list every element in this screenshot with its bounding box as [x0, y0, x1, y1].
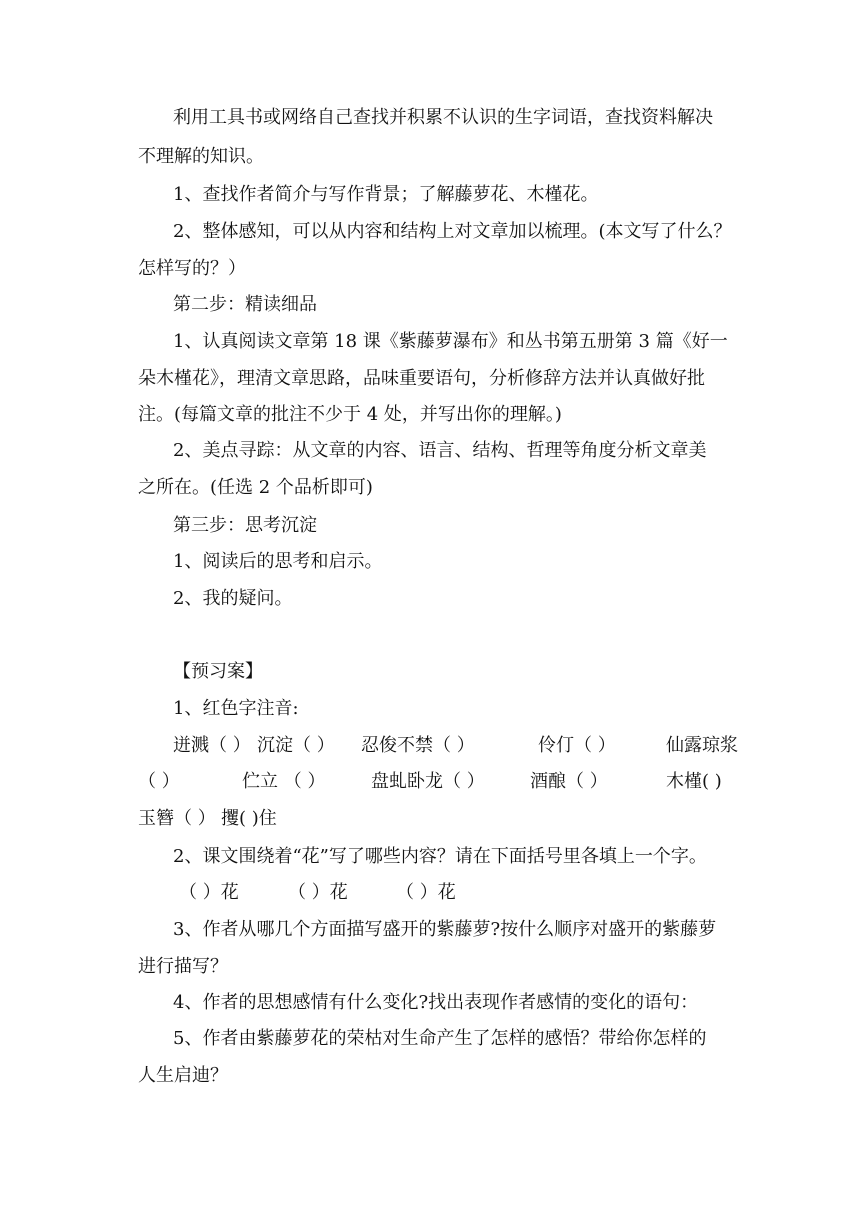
flower-blank: （ ）花: [179, 882, 239, 903]
step2-item2-line2: 之所在。(任选 2 个品析即可): [138, 477, 373, 498]
step3-item1: 1、阅读后的思考和启示。: [173, 551, 383, 572]
q2-line1: 2、课文围绕着“花”写了哪些内容？请在下面括号里各填上一个字。: [173, 846, 707, 867]
q3-line1: 3、作者从哪几个方面描写盛开的紫藤萝?按什么顺序对盛开的紫藤萝: [173, 919, 717, 940]
step3-item2: 2、我的疑问。: [173, 588, 293, 609]
step1-item2-line1: 2、整体感知，可以从内容和结构上对文章加以梳理。(本文写了什么？: [173, 221, 732, 242]
pinyin-blank-item: 攫( )住: [221, 808, 277, 829]
pinyin-blank-item: 酒酿（ ）: [530, 771, 608, 792]
step1-item1: 1、查找作者简介与写作背景；了解藤萝花、木槿花。: [173, 184, 599, 205]
q4-line1: 4、作者的思想感情有什么变化?找出表现作者感情的变化的语句：: [173, 992, 699, 1013]
step3-title: 第三步：思考沉淀: [173, 515, 317, 536]
step2-title: 第二步：精读细品: [173, 294, 317, 315]
step2-item1-line1: 1、认真阅读文章第 18 课《紫藤萝瀑布》和丛书第五册第 3 篇《好一: [173, 331, 728, 352]
pinyin-blank-item: 沉淀（ ）: [257, 735, 335, 756]
step1-item2-line2: 怎样写的？）: [138, 258, 246, 279]
flower-blank: （ ）花: [396, 882, 456, 903]
step2-item2-line1: 2、美点寻踪：从文章的内容、语言、结构、哲理等角度分析文章美: [173, 440, 707, 461]
pinyin-blank-item: 迸溅（ ）: [173, 735, 251, 756]
pinyin-blank-item: 木槿( ): [666, 771, 722, 792]
q5-line2: 人生启迪？: [138, 1065, 228, 1086]
pinyin-blank-item: 玉簪（ ）: [138, 808, 216, 829]
pinyin-blank-item: 伶仃（ ）: [538, 735, 616, 756]
q3-line2: 进行描写？: [138, 956, 228, 977]
pinyin-blank-item: 盘虬卧龙（ ）: [371, 771, 485, 792]
step2-item1-line3: 注。(每篇文章的批注不少于 4 处，并写出你的理解。): [138, 404, 562, 425]
q1-title: 1、红色字注音:: [173, 698, 299, 719]
step2-item1-line2: 朵木槿花》，理清文章思路，品味重要语句，分析修辞方法并认真做好批: [138, 368, 705, 389]
pinyin-blank-item: 忍俊不禁（ ）: [361, 735, 475, 756]
flower-blank: （ ）花: [288, 882, 348, 903]
intro-paragraph-line1: 利用工具书或网络自己查找并积累不认识的生字词语，查找资料解决: [173, 107, 713, 128]
intro-paragraph-line2: 不理解的知识。: [138, 146, 264, 167]
preview-section-title: 【预习案】: [173, 661, 263, 682]
pinyin-blank-item: （ ）: [138, 771, 180, 792]
q5-line1: 5、作者由紫藤萝花的荣枯对生命产生了怎样的感悟？带给你怎样的: [173, 1028, 707, 1049]
pinyin-blank-item: 仙露琼浆: [666, 735, 738, 756]
pinyin-blank-item: 伫立 （ ）: [242, 771, 326, 792]
